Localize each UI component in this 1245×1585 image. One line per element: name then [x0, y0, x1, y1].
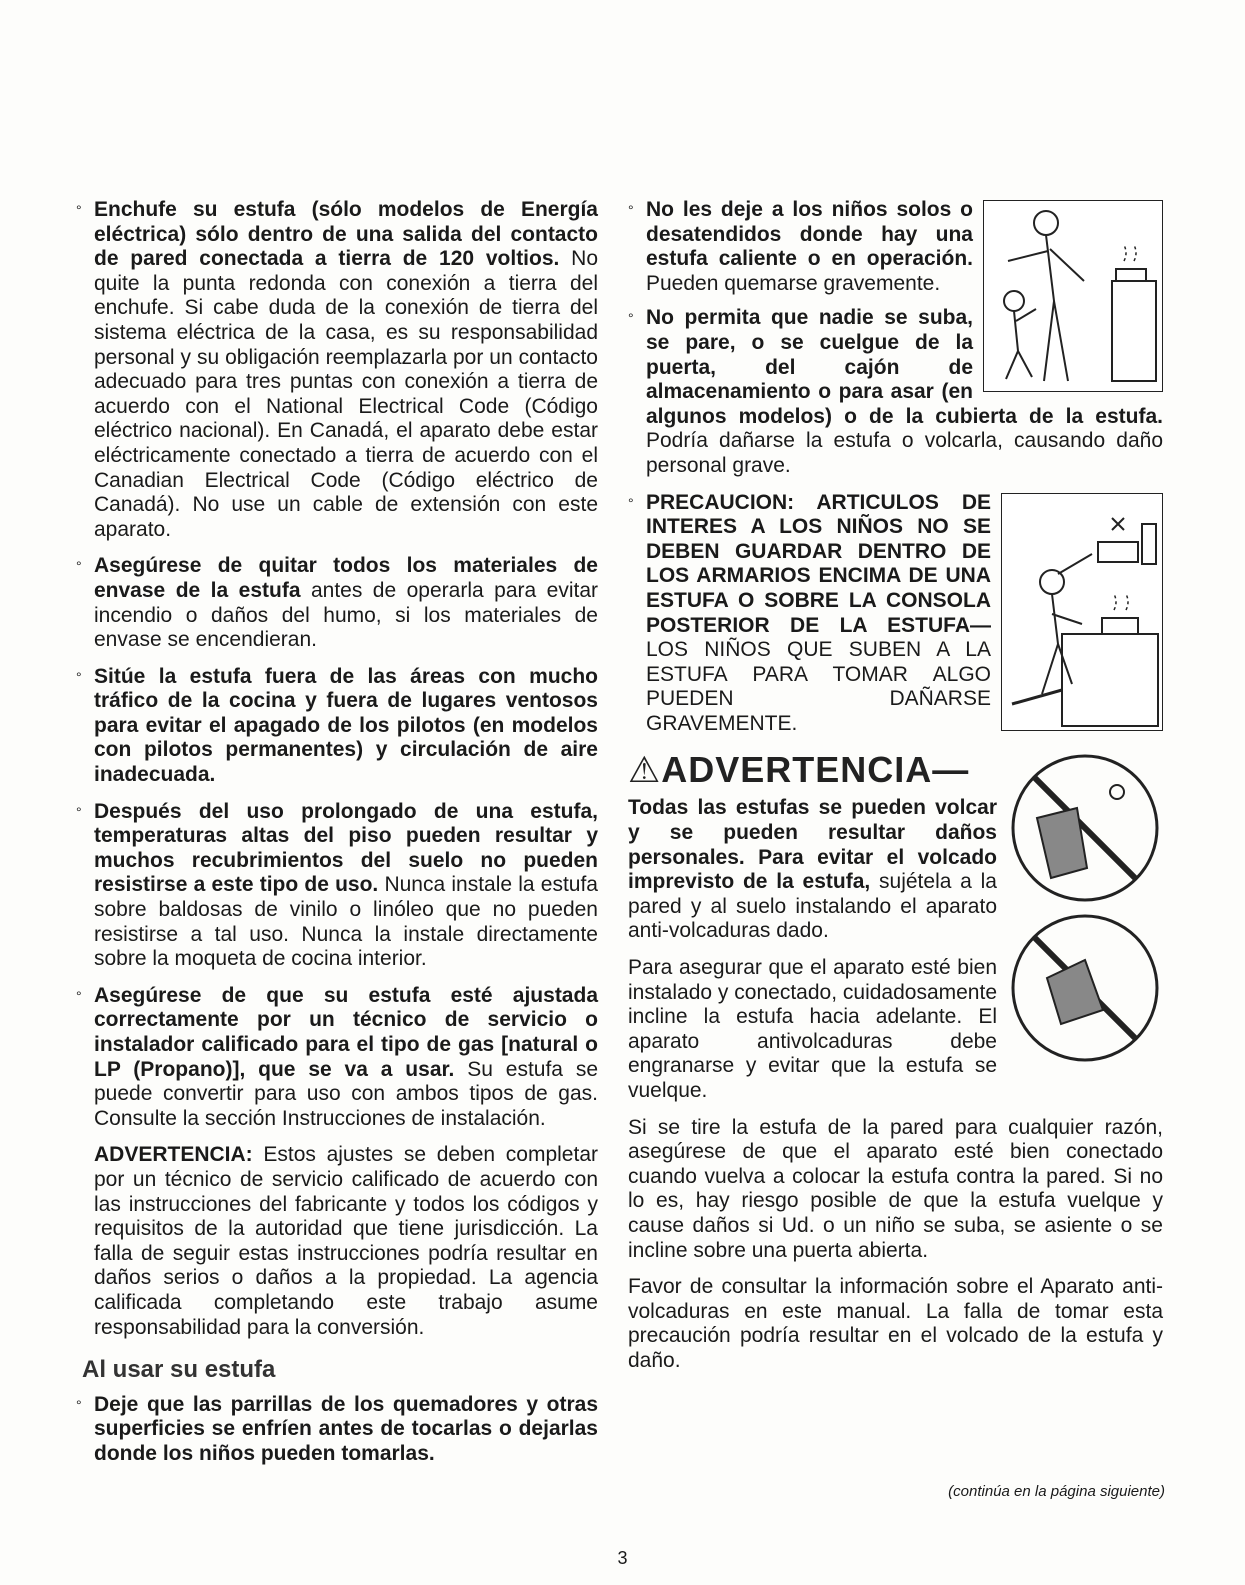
list-item: ° No les deje a los niños solos o desatendidos donde hay una estufa caliente o en operación. Pueden quemarse gravemente. [628, 198, 1163, 296]
child-climbing-stove-illustration [1001, 493, 1163, 731]
list-item: ° Asegúrese de quitar todos los materiales de envase de la estufa antes de operarla para evitar incendio o daños del humo, si los materiales de envase se encendieran. [76, 554, 598, 652]
bullet-icon: ° [628, 202, 634, 218]
list-item: ° Deje que las parrillas de los quemadores y otras superficies se enfríen antes de tocarlas o dejarlas donde los niños pueden tomarlas. [76, 1392, 598, 1465]
bullet-icon: ° [628, 494, 634, 511]
bullet-icon: ° [628, 310, 634, 327]
bullet-icon: ° [76, 803, 82, 820]
continued-note: (continúa en la página siguiente) [948, 1483, 1165, 1500]
list-item: ° Después del uso prolongado de una estufa, temperaturas altas del piso pueden resultar y muchos recubrimientos del suelo no pueden resistirse a este tipo de uso. Nunca instale la estufa sobre baldosas de vinilo o linóleo que no pueden resistirse a tal uso. Nunca la instale directamente sobre la moqueta de cocina interior. [76, 799, 598, 971]
paragraph: Para asegurar que el aparato esté bien instalado y conectado, cuidadosamente incline la estufa hacia adelante. El aparato antivolcaduras debe engranarse y evitar que la estufa se vuelque. [628, 956, 997, 1102]
bullet-icon: ° [76, 1396, 82, 1413]
page-number: 3 [617, 1548, 628, 1568]
list-item: ° No permita que nadie se suba, se pare, o se cuelgue de la puerta, del cajón de almacenamiento o para asar (en algunos modelos) o de la cubierta de la estufa. Podría dañarse la estufa o volcarla, causando daño personal grave. [628, 306, 1163, 477]
list-item: ° PRECAUCION: ARTICULOS DE INTERES A LOS NIÑOS NO SE DEBEN GUARDAR DENTRO DE LOS ARMARIOS ENCIMA DE UNA ESTUFA O SOBRE LA CONSOLA POSTERIOR DE LA ESTUFA— LOS NIÑOS QUE SUBEN A LA ESTUFA PARA TOMAR ALGO PUEDEN DAÑARSE GRAVEMENTE. [628, 491, 1163, 737]
warning-triangle-icon: ⚠ [628, 749, 662, 791]
warning-body: Todas las estufas se pueden volcar y se pueden resultar daños personales. Para evitar el volcado imprevisto de la estufa, sujétela a la pared y al suelo instalando el aparato anti-volcaduras dado. [628, 796, 997, 943]
list-item: ° Enchufe su estufa (sólo modelos de Energía eléctrica) sólo dentro de una salida del contacto de pared conectada a tierra de 120 voltios. No quite la punta redonda con conexión a tierra del enchufe. Si cabe duda de la conexión de tierra del sistema eléctrica de la casa, es su responsabilidad personal y su obligación reemplazarla por un contacto adecuado para tres puntas con conexión a tierra de acuerdo con el National Electrical Code (Código eléctrico nacional). En Canadá, el aparato debe estar eléctricamente conectado a tierra de acuerdo con el Canadian Electrical Code (Código eléctrico de Canadá). No use un cable de extensión con este aparato. [76, 198, 598, 541]
left-column [76, 198, 598, 1479]
bullet-icon: ° [76, 668, 82, 685]
prohibited-child-on-door-icon [1013, 756, 1157, 900]
warning-title: ⚠ADVERTENCIA— [628, 749, 970, 791]
bullet-icon: ° [76, 202, 82, 218]
bullet-icon: ° [76, 987, 82, 1004]
list-item: ° Asegúrese de que su estufa esté ajustada correctamente por un técnico de servicio o instalador calificado para el tipo de gas [natural o LP (Propano)], que se va a usar. Su estufa se puede convertir para uso con ambos tipos de gas. Consulte la sección Instrucciones de instalación. [76, 983, 599, 1130]
prohibited-stove-tipping-icon [1013, 916, 1157, 1060]
warning-paragraph: ADVERTENCIA: Estos ajustes se deben completar por un técnico de servicio calificado de acuerdo con las instrucciones del fabricante y todos los códigos y requisitos de la autoridad que tiene jurisdicción. La falla de seguir estas instrucciones podría resultar en daños serios o daños a la propiedad. La agencia calificada completando este trabajo asume responsabilidad para la conversión. [94, 1143, 598, 1339]
paragraph: Favor de consultar la información sobre el Aparato anti-volcaduras en este manual. La falla de tomar esta precaución podría resultar en el volcado de la estufa y daño. [628, 1275, 1163, 1372]
tip-over-warning-illustrations [1007, 748, 1163, 1077]
bullet-icon: ° [76, 558, 82, 575]
paragraph: Si se tire la estufa de la pared para cualquier razón, asegúrese de que el aparato esté bien conectado cuando vuelva a colocar la estufa contra la pared. Si no lo es, hay riesgo posible de que la estufa vuelque y cause daños si Ud. o un niño se suba, se asiente o se incline sobre una puerta abierta. [628, 1115, 1163, 1262]
right-column [628, 198, 1163, 1386]
list-item: ° Sitúe la estufa fuera de las áreas con mucho tráfico de la cocina y fuera de lugares ventosos para evitar el apagado de los pilotos (en modelos con pilotos permanentes) y circulación de aire inadecuada. [76, 664, 598, 787]
section-heading: Al usar su estufa [82, 1356, 276, 1384]
